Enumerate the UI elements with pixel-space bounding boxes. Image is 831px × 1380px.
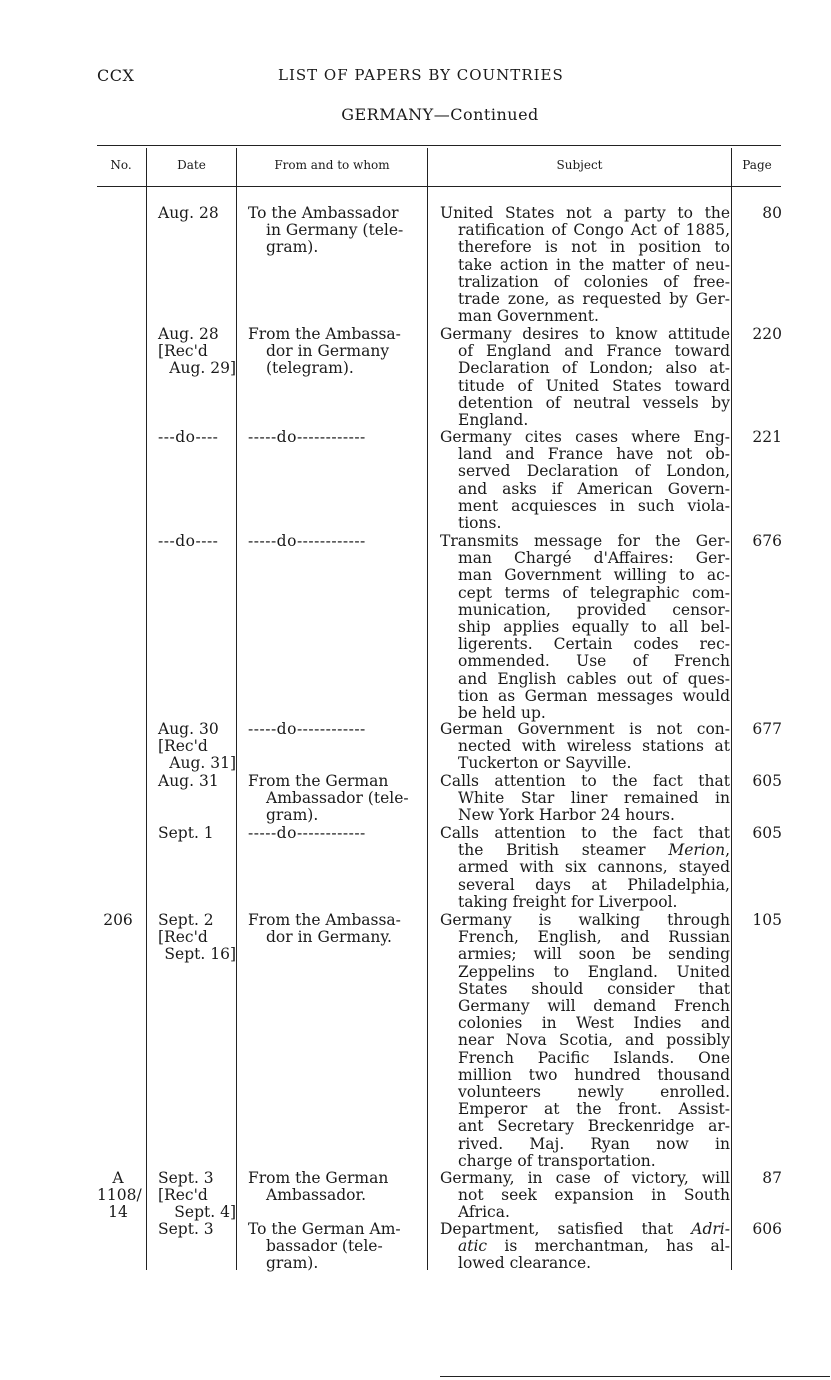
cell-subject-line: lowed clearance.: [458, 1254, 592, 1273]
cell-from: [248, 912, 422, 946]
cell-date: [158, 1170, 236, 1222]
cell-from-line: bassador (tele-: [266, 1237, 383, 1256]
cell-subject-line: of England and France toward: [458, 342, 730, 361]
cell-from-line: Ambassador (tele-: [266, 789, 409, 808]
cell-subject-line: Zeppelins to England. United: [458, 962, 730, 981]
cell-date-line: [Rec'd: [158, 1186, 208, 1205]
cell-subject-line: Germany will demand French: [458, 997, 730, 1016]
cell-subject-line: ligerents. Certain codes rec-: [458, 635, 730, 654]
cell-subject-line: armies; will soon be sending: [458, 945, 730, 964]
cell-from-line: Ambassador.: [266, 1186, 367, 1205]
cell-date: [158, 205, 236, 222]
cell-from-line: To the Ambassador: [248, 204, 399, 222]
cell-date-line: Aug. 31: [158, 772, 219, 790]
cell-subject: [440, 721, 730, 773]
section-title: GERMANY—Continued: [341, 105, 539, 124]
cell-subject-line: trade zone, as requested by Ger-: [458, 290, 730, 309]
cell-from-line: (telegram).: [266, 359, 354, 378]
page-number: CCX: [97, 66, 135, 85]
cell-subject: [440, 1170, 730, 1222]
cell-from-line: From the German: [248, 772, 389, 790]
cell-subject-line: French, English, and Russian: [458, 928, 730, 947]
cell-from-line: gram).: [266, 1254, 319, 1273]
cell-subject: [440, 825, 730, 911]
cell-date-line: ---do----: [158, 428, 219, 446]
table-bottom-rule: [440, 1376, 830, 1377]
cell-subject-line: Emperor at the front. Assist-: [458, 1100, 730, 1119]
cell-no-line: A: [112, 1169, 124, 1187]
cell-subject: [440, 533, 730, 722]
cell-from-line: -----do------------: [248, 532, 366, 550]
cell-page: 80: [762, 204, 782, 222]
cell-subject-line: several days at Philadelphia,: [458, 875, 730, 894]
cell-from: [248, 825, 422, 842]
cell-subject-line: ant Secretary Breckenridge ar-: [458, 1117, 730, 1136]
cell-from: [248, 533, 422, 550]
cell-date-line: [Rec'd: [158, 342, 208, 361]
cell-from: [248, 205, 422, 257]
cell-date-line: Aug. 28: [158, 325, 219, 343]
cell-date-line: ---do----: [158, 532, 219, 550]
cell-date-line: Sept. 2: [158, 911, 214, 929]
cell-from-line: From the Ambassa-: [248, 325, 401, 343]
cell-subject-line: States should consider that: [458, 979, 730, 998]
cell-date-line: Sept. 4]: [174, 1203, 236, 1222]
cell-date-line: Sept. 1: [158, 824, 214, 842]
cell-from-line: -----do------------: [248, 720, 366, 738]
cell-subject-line: nected with wireless stations at: [458, 737, 730, 756]
column-divider: [427, 148, 428, 1270]
cell-subject-line: therefore is not in position to: [458, 238, 730, 257]
column-header-from: From and to whom: [274, 158, 390, 172]
cell-subject-line: Tuckerton or Sayville.: [458, 754, 632, 773]
cell-page: 606: [752, 1220, 782, 1238]
cell-subject-line: munication, provided censor-: [458, 600, 730, 619]
cell-page: 87: [762, 1169, 782, 1187]
cell-subject-line: Transmits message for the Ger-: [440, 532, 730, 550]
cell-date: [158, 533, 236, 550]
cell-date: [158, 429, 236, 446]
cell-subject-line: titude of United States toward: [458, 376, 730, 395]
cell-subject-line: New York Harbor 24 hours.: [458, 806, 675, 825]
cell-subject-line: served Declaration of London,: [458, 462, 730, 481]
cell-date: [158, 825, 236, 842]
cell-subject-line: charge of transportation.: [458, 1151, 656, 1170]
cell-subject-line: ratification of Congo Act of 1885,: [458, 221, 730, 240]
cell-no: [97, 1169, 142, 1222]
column-divider: [146, 148, 147, 1270]
table-top-rule: [97, 145, 781, 146]
cell-subject-line: ommended. Use of French: [458, 652, 730, 671]
cell-subject: [440, 429, 730, 532]
cell-subject-line: colonies in West Indies and: [458, 1014, 730, 1033]
cell-date: [158, 912, 236, 964]
cell-date: [158, 1221, 236, 1238]
cell-from-line: -----do------------: [248, 428, 366, 446]
cell-subject-line: man Government.: [458, 307, 599, 326]
cell-date-line: Sept. 3: [158, 1169, 214, 1187]
cell-subject-line: German Government is not con-: [440, 720, 730, 738]
cell-subject-line: tralization of colonies of free-: [458, 272, 730, 291]
cell-from-line: From the Ambassa-: [248, 911, 401, 929]
table-header-rule: [97, 186, 781, 187]
cell-date-line: Aug. 28: [158, 204, 219, 222]
cell-no-line: 1108/: [97, 1186, 142, 1205]
cell-from-line: in Germany (tele-: [266, 221, 404, 240]
cell-page: 105: [752, 911, 782, 929]
cell-subject-line: armed with six cannons, stayed: [458, 858, 730, 877]
cell-date-line: Sept. 3: [158, 1220, 214, 1238]
cell-no: [97, 912, 139, 929]
cell-subject-line: atic is merchantman, has al-: [458, 1237, 730, 1256]
cell-date: [158, 721, 236, 773]
cell-date-line: Aug. 29]: [169, 359, 236, 378]
cell-no-line: 206: [103, 911, 133, 929]
page-header: [97, 66, 777, 90]
column-divider: [236, 148, 237, 1270]
cell-subject-line: and asks if American Govern-: [458, 479, 730, 498]
cell-date-line: Aug. 31]: [169, 754, 236, 773]
cell-subject-line: Germany is walking through: [440, 911, 730, 929]
cell-no-line: 14: [108, 1203, 128, 1222]
cell-subject-line: rived. Maj. Ryan now in: [458, 1134, 730, 1153]
cell-subject-line: ment acquiesces in such viola-: [458, 496, 730, 515]
cell-subject: [440, 1221, 730, 1273]
cell-from: [248, 429, 422, 446]
cell-subject-line: United States not a party to the: [440, 204, 730, 222]
cell-from-line: -----do------------: [248, 824, 366, 842]
cell-page: 221: [752, 428, 782, 446]
cell-subject-line: near Nova Scotia, and possibly: [458, 1031, 730, 1050]
cell-subject: [440, 326, 730, 429]
cell-from-line: To the German Am-: [248, 1220, 401, 1238]
cell-subject-line: million two hundred thousand: [458, 1065, 730, 1084]
column-header-no: No.: [110, 158, 132, 172]
cell-subject-line: Germany desires to know attitude: [440, 325, 730, 343]
cell-subject-line: volunteers newly enrolled.: [458, 1083, 730, 1102]
cell-from-line: gram).: [266, 238, 319, 257]
cell-subject-line: man Chargé d'Affaires: Ger-: [458, 549, 730, 568]
cell-subject-line: French Pacific Islands. One: [458, 1048, 730, 1067]
cell-from-line: dor in Germany.: [266, 928, 392, 947]
column-header-date: Date: [177, 158, 206, 172]
cell-subject-line: tion as German messages would: [458, 686, 730, 705]
cell-date-line: [Rec'd: [158, 928, 208, 947]
column-header-subject: Subject: [556, 158, 603, 172]
cell-from-line: From the German: [248, 1169, 389, 1187]
cell-subject-line: ship applies equally to all bel-: [458, 618, 730, 637]
cell-subject-line: detention of neutral vessels by: [458, 393, 730, 412]
cell-subject-line: be held up.: [458, 704, 546, 723]
cell-from: [248, 721, 422, 738]
cell-subject-line: Germany cites cases where Eng-: [440, 428, 730, 446]
cell-from-line: dor in Germany: [266, 342, 390, 361]
cell-page: 676: [752, 532, 782, 550]
column-header-page: Page: [742, 158, 772, 172]
cell-subject-line: Germany, in case of victory, will: [440, 1169, 730, 1187]
cell-subject: [440, 912, 730, 1170]
cell-subject-line: White Star liner remained in: [458, 789, 730, 808]
cell-date-line: [Rec'd: [158, 737, 208, 756]
cell-from: [248, 1221, 422, 1273]
cell-subject-line: Calls attention to the fact that: [440, 824, 730, 842]
running-title: LIST OF PAPERS BY COUNTRIES: [278, 66, 564, 84]
cell-subject-line: Department, satisfied that Adri-: [440, 1220, 730, 1238]
cell-subject-line: Africa.: [458, 1203, 510, 1222]
cell-from: [248, 773, 422, 825]
cell-page: 220: [752, 325, 782, 343]
cell-subject-line: cept terms of telegraphic com-: [458, 583, 730, 602]
cell-from: [248, 326, 422, 378]
cell-date-line: Aug. 30: [158, 720, 219, 738]
cell-subject-line: the British steamer Merion,: [458, 841, 730, 860]
cell-subject-line: not seek expansion in South: [458, 1186, 730, 1205]
cell-from: [248, 1170, 422, 1204]
cell-subject: [440, 205, 730, 325]
cell-date-line: Sept. 16]: [164, 945, 236, 964]
cell-page: 605: [752, 824, 782, 842]
cell-date: [158, 773, 236, 790]
cell-subject-line: take action in the matter of neu-: [458, 255, 730, 274]
cell-subject-line: and English cables out of ques-: [458, 669, 730, 688]
cell-subject-line: land and France have not ob-: [458, 445, 730, 464]
cell-page: 677: [752, 720, 782, 738]
cell-from-line: gram).: [266, 806, 319, 825]
cell-subject-line: Calls attention to the fact that: [440, 772, 730, 790]
cell-subject-line: tions.: [458, 514, 502, 533]
column-divider: [731, 148, 732, 1270]
cell-subject-line: Declaration of London; also at-: [458, 359, 730, 378]
cell-page: 605: [752, 772, 782, 790]
cell-subject-line: England.: [458, 411, 529, 430]
cell-subject-line: taking freight for Liverpool.: [458, 892, 678, 911]
cell-subject: [440, 773, 730, 825]
cell-date: [158, 326, 236, 378]
cell-subject-line: man Government willing to ac-: [458, 566, 730, 585]
